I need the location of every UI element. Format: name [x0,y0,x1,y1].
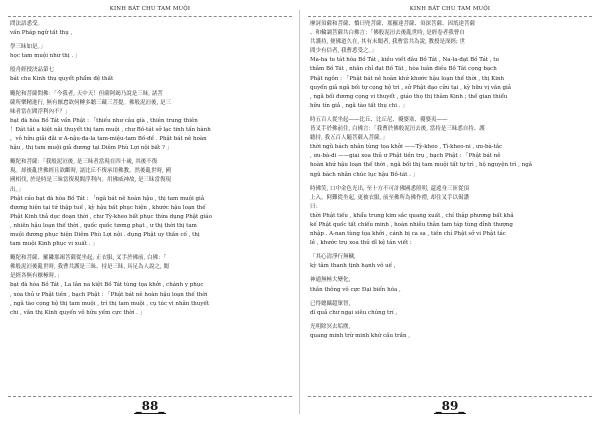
text-line: 共護持, 便佛道久在, 其有未聞者, 我曹當共為說, 教授是深經; 世 [310,39,466,46]
left-page [8,0,292,424]
text-line: thời Phật tiếu , khẩu trung kim sắc quang xuất , chí thập phương bất khả [310,212,514,219]
text-line: 曰： [310,203,322,210]
text-line: , nhiên hậu loạn thế thời , quốc quốc tương phạt , ư thị thời thị tam [10,222,197,229]
text-line: kỳ tâm thanh tịnh hạnh vô uế , [310,263,396,270]
text-line: 味者當在閻浮利內不？」 [10,108,71,115]
text-line: 已得總攝超眾智, [310,300,351,307]
paragraph [10,158,290,249]
text-line: 間少有信者, 我曹悉受之。」 [310,48,377,55]
text-line: dĩ quả chư ngại siêu chúng trí , [310,309,398,316]
text-line: tam muội Kinh phục vi xuất . 」 [10,241,98,248]
paragraph [310,253,590,271]
text-line: quang minh trừ minh khứ cấu trần , [310,332,411,339]
text-line: quyển giả ngã bối tự cọng hộ trì , sử Phật đạo cửu tại , kỳ hữu vị văn giả [310,84,512,91]
page-body [10,20,290,323]
text-line: 聽持, 我五百人隨菩薩入菩薩。」 [310,135,388,142]
text-line: , ngã tào cọng hộ thị tam muội , trì thị tam muội , cụ túc vi nhân thuyết [10,300,210,307]
text-line: 現。却後亂世佛經且欲斷時, 諸比丘不復承用佛教。然後亂世時, 國 [10,168,171,175]
text-line: Phật cáo bạt đà hòa Bồ Tát : 「ngã bát nê hoàn hậu , thị tam muội giả [10,195,205,202]
paragraph [10,254,290,318]
right-page [308,0,592,424]
running-head: KINH BÁT CHU TAM MUỘI [409,6,491,12]
running-head: KINH BÁT CHU TAM MUỘI [109,6,191,12]
text-line: bạt đà hòa Bồ Tát vấn Phật : 「thiếu như câu già , thiên trung thiên [10,117,198,124]
page-number: _88_ [135,399,165,413]
text-line: ，vô hữu giải đãi ư A-nậu-đa-la tam-miệu-tam Bồ-đề . Phật bát nê hoàn [10,136,207,143]
text-line: bạt đà hòa Bồ Tát , La lân na kiệt Bồ Tát tùng tọa khởi , chánh y phục [10,282,204,289]
text-line: 時五百人從坐起——比丘、比丘尼、優婆塞、優婆夷—— [310,116,448,123]
text-line: ！Đát tát a kiệt nãi thuyết thị tam muội , chư Bồ-tát sở lạc tinh tấn hành [10,126,211,133]
text-line: thần thông vô cực Đại biến hóa , [310,286,401,293]
text-line: 是經各無有厭極時。」 [10,273,63,280]
text-line: hoàn khứ hậu loạn thế thời , ngã bối thị tam muội tất tự trì , hộ nguyện trì , ngã [310,162,532,169]
paragraph [10,90,290,154]
text-line: , xoa thủ ư Phật tiền , bạch Phật : 「Phật bát nê hoàn hậu loạn thế thời [10,291,208,298]
page-number: _89_ [435,399,465,413]
text-line: ngũ bách nhân chúc lục hậu Bồ-tát . 」 [310,171,419,178]
text-line: 學三昧如是。」 [10,44,46,51]
paragraph [10,66,290,84]
paragraph [310,185,590,249]
text-line: đương hiện tại tứ thập tuế , kỳ hậu bất phục hiện , khước hậu loạn thế [10,204,206,211]
text-line: lễ , khước trụ xoa thủ dĩ kệ tán viết : [310,240,412,247]
text-line: , ưu-bà-di ——giai xoa thủ ư Phật tiền trụ , bạch Phật : 「Phật bát nê [310,153,501,160]
text-line: hữu tín giả , ngã tào tất thụ chi . 」 [310,102,408,109]
text-line: 佛般泥洹後亂世時, 我曹共護是三昧、持是三昧, 具足為人說之, 聞 [10,264,169,271]
text-line: thời ngũ bách nhân tùng tọa khởi ——Tỳ-kheo , Tì-kheo-ni , ưu-bà-tắc [310,144,503,151]
text-line: Phật Kinh thả dục đoạn thời , chư Tỳ-kheo bất phục thừa dụng Phật giáo [10,213,212,220]
text-line: 般舟經授決品第七 [10,67,55,74]
footer-rule [8,396,292,397]
text-line: 上入。阿難從坐起, 更被衣服, 前至佛所為佛作禮, 却住叉手以偈讚 [310,194,469,201]
text-line: kế Phật quốc tất chiếu minh , hoàn nhiễu thân tam táp tùng đỉnh thượng [310,221,513,228]
text-line: 問法語悉受。 [10,21,44,27]
paragraph [310,20,590,111]
header-rule [8,16,292,17]
text-line: 「其心清淨行無穢, [310,254,356,261]
text-line: hậu , thị tam muội giả đương tại Diêm Phù Lợi nội bất ? 」 [10,145,173,152]
text-line: Phật ngôn : 「Phật bát nê hoàn khứ khước hậu loạn thế thời , thị Kinh [310,75,505,82]
text-line: 光明除冥去垢塵, [310,323,351,330]
text-line: 、和輪調菩薩共白佛言：「佛般泥洹去後亂世時, 是經卷者我曹自 [310,30,465,37]
text-line: 國相伐, 於是時是三昧當復現閻浮利內。用佛威神故, 是三昧當復現 [10,177,171,184]
text-line: học tam muội như thị . 」 [10,53,81,60]
text-line: , ngã bối đương cọng vi thuyết , giáo thọ thị thâm Kinh ; thế gian thiểu [310,93,508,100]
paragraph [310,276,590,294]
text-line: 摩訶須薩和菩薩、憍曰兜菩薩、那羅達菩薩、須深菩薩、因坻達菩薩 [310,21,476,27]
text-line: 皆叉手於佛前住, 白佛言：「我曹於佛般泥洹去後, 當持是三昧悉自持、護 [310,126,485,133]
text-line: 颰陀和菩薩問佛：「今我者, 天中天！但薩阿竭乃說是三昧, 諸菩 [10,90,163,97]
text-line: chi , văn thị Kinh quyển vô hữu yếm cực thời . 」 [10,309,146,316]
text-line: 神通無極大變化, [310,277,351,284]
text-line: 出。」 [10,186,24,193]
paragraph [10,43,290,61]
text-line: thâm Bồ Tát , nhân chỉ đạt Bồ Tát , hòa luân điều Bồ Tát cọng bạch [310,66,497,73]
page-body [310,20,590,346]
text-line: bát chu Kinh thụ quyết phẩm đệ thất [10,76,114,83]
paragraph [310,300,590,318]
footer-rule [308,396,592,397]
text-line: 薩所樂精進行, 無有厭怠欲何轉多聽三藏三菩提。佛般泥洹後, 是三 [10,99,171,106]
text-line: nhập . A-nan tùng tọa khởi , cánh bị ca sa , tiền chí Phật sở vi Phật tác [310,231,506,238]
header-rule [308,16,592,17]
text-line: muội đương phục hiện Diêm Phù Lợi nội . dụng Phật uy thần cố , thị [10,231,200,238]
paragraph [310,116,590,180]
gutter-divider [299,10,300,414]
text-line: 颰陀和菩薩、羅隣那竭菩薩從坐起, 正衣服, 叉手於佛前, 白佛：「 [10,255,167,262]
text-line: vấn Pháp ngữ tất thụ , [10,30,73,37]
text-line: 颰陀和菩薩：「我般泥洹後, 是三昧者當現在四十歲, 其後不復 [10,159,158,166]
text-line: 時佛笑, 口中金色光出, 至十方不可計佛國悉照明, 還遶身三匝從頂 [310,185,469,192]
paragraph [310,323,590,341]
paragraph [10,20,290,38]
text-line: Ma-ha tu tát hòa Bồ Tát , kiều viết đâu Bồ Tát , Na-la-đạt Bồ Tát , tu [310,57,499,64]
